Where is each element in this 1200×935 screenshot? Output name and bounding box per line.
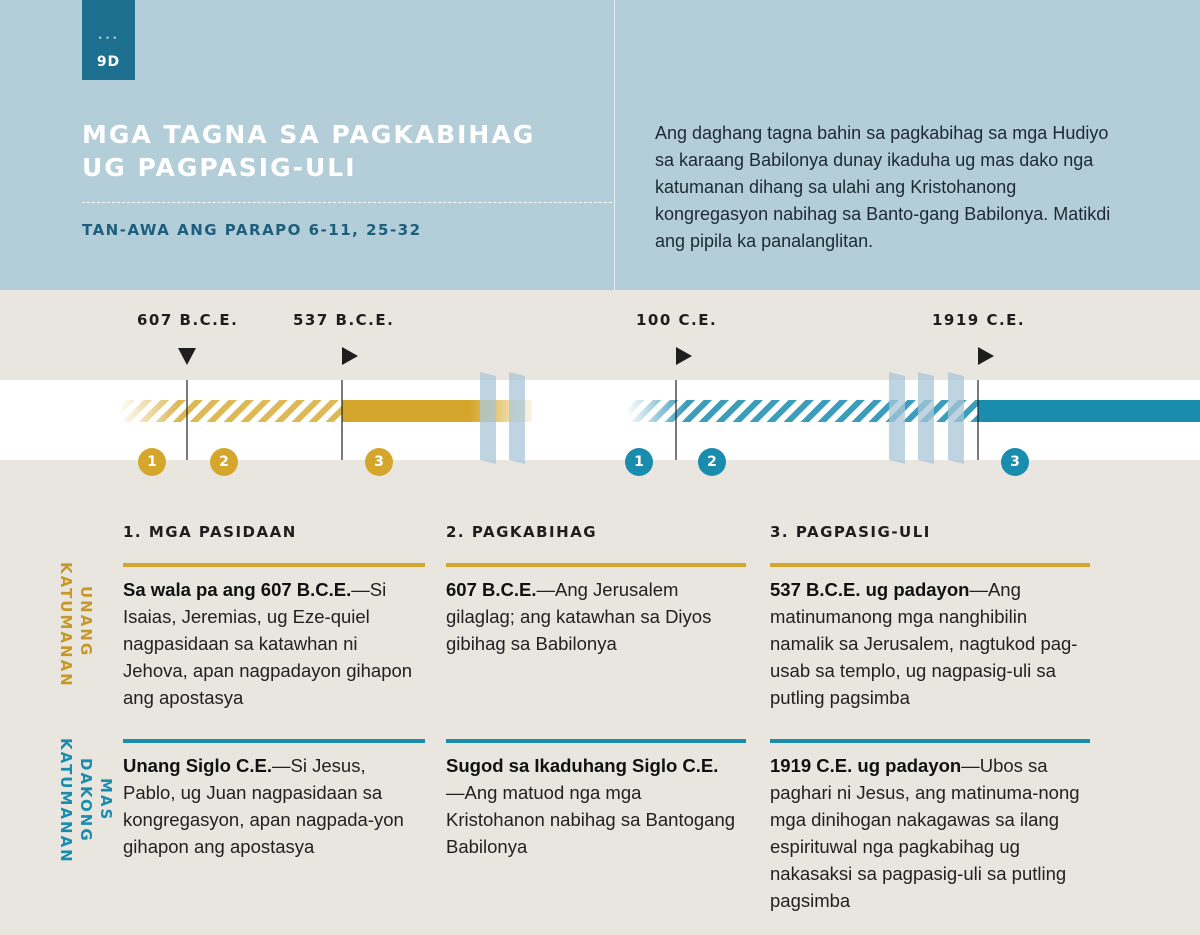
date-537-bce: 537 B.C.E. — [293, 311, 395, 329]
first-marker-1: 1 — [138, 448, 166, 476]
blue-solid-bar — [978, 400, 1200, 422]
title-line-1: MGA TAGNA SA PAGKABIHAG — [82, 120, 536, 149]
greater-row-rule-1 — [123, 739, 425, 743]
triangle-right-icon — [676, 347, 692, 365]
first-warnings-cell — [123, 576, 413, 711]
cell-lead: Unang Siglo C.E. — [123, 755, 273, 776]
subtitle: TAN-AWA ANG PARAPO 6-11, 25-32 — [82, 221, 422, 239]
greater-label-line-1: MAS DAKONG — [77, 757, 115, 843]
title-line-2: UG PAGPASIG-ULI — [82, 153, 357, 182]
cell-lead: 1919 C.E. ug padayon — [770, 755, 962, 776]
greater-captivity-cell — [446, 752, 736, 860]
blue-time-break — [889, 372, 964, 464]
cell-text: —Ang matinumanong mga nanghibilin namalik sa Jerusalem, nagtukod pag-usab sa templo, ug nagpasig-uli sa putling pagsimba — [770, 579, 1078, 708]
heading-captivity: 2. PAGKABIHAG — [446, 523, 598, 541]
first-fulfillment-label — [56, 562, 96, 688]
triangle-right-icon — [342, 347, 358, 365]
title-divider — [82, 202, 612, 203]
first-marker-2: 2 — [210, 448, 238, 476]
cell-text: —Si Isaias, Jeremias, ug Eze-quiel nagpasidaan sa katawhan ni Jehova, apan nagpadayon gihapon ang apostasya — [123, 579, 413, 708]
cell-text: —Ang matuod nga mga Kristohanon nabihag sa Bantogang Babilonya — [446, 782, 736, 857]
greater-row-rule-2 — [446, 739, 746, 743]
date-1919-ce: 1919 C.E. — [932, 311, 1026, 329]
cell-text: —Si Jesus, Pablo, ug Juan nagpasidaan sa kongregasyon, apan nagpada-yon gihapon ang apostasya — [123, 755, 404, 857]
first-row-rule-3 — [770, 563, 1090, 567]
intro-text: Ang daghang tagna bahin sa pagkabihag sa mga Hudiyo sa karaang Babilonya dunay ikaduha ug mas dako nga katumanan dihang sa ulahi ang Kristohanong kongregasyon nabihag sa Banto-gang Babilonya. Matikdi ang pipila ka panalanglitan. — [655, 123, 1111, 251]
tag-code: 9D — [96, 54, 121, 70]
greater-warnings-cell — [123, 752, 413, 860]
gold-fade-left — [118, 398, 178, 424]
date-607-bce: 607 B.C.E. — [137, 311, 239, 329]
heading-warnings: 1. MGA PASIDAAN — [123, 523, 297, 541]
cell-lead: 607 B.C.E. — [446, 579, 537, 600]
first-captivity-cell — [446, 576, 736, 657]
header-divider — [614, 0, 615, 290]
greater-marker-1: 1 — [625, 448, 653, 476]
cell-lead: 537 B.C.E. ug padayon — [770, 579, 970, 600]
page-title — [82, 118, 602, 184]
greater-label-line-2: KATUMANAN — [57, 738, 75, 864]
date-100-ce: 100 C.E. — [636, 311, 718, 329]
heading-restoration: 3. PAGPASIG-ULI — [770, 523, 931, 541]
greater-row-rule-3 — [770, 739, 1090, 743]
cell-lead: Sugod sa Ikaduhang Siglo C.E. — [446, 755, 719, 776]
first-row-rule-1 — [123, 563, 425, 567]
triangle-right-icon — [978, 347, 994, 365]
blue-fade-left — [626, 398, 686, 424]
first-label-line-2: KATUMANAN — [57, 562, 75, 688]
triangle-down-icon — [178, 348, 196, 365]
cell-text: —Ang Jerusalem gilaglag; ang katawhan sa Diyos gibihag sa Babilonya — [446, 579, 712, 654]
cell-lead: Sa wala pa ang 607 B.C.E. — [123, 579, 352, 600]
section-tag — [82, 0, 135, 80]
greater-restoration-cell — [770, 752, 1088, 914]
first-marker-3: 3 — [365, 448, 393, 476]
cell-text: —Ubos sa paghari ni Jesus, ang matinuma-nong mga dinihogan nakagawas sa ilang espirituwal nga pagkabihag ug nakasaksi sa pagpasig-uli sa putling pagsimba — [770, 755, 1080, 911]
first-label-line-1: UNANG — [77, 586, 95, 658]
tag-dots: ••• — [97, 34, 120, 44]
greater-marker-3: 3 — [1001, 448, 1029, 476]
first-restoration-cell — [770, 576, 1088, 711]
greater-marker-2: 2 — [698, 448, 726, 476]
greater-fulfillment-label — [56, 738, 116, 862]
first-row-rule-2 — [446, 563, 746, 567]
